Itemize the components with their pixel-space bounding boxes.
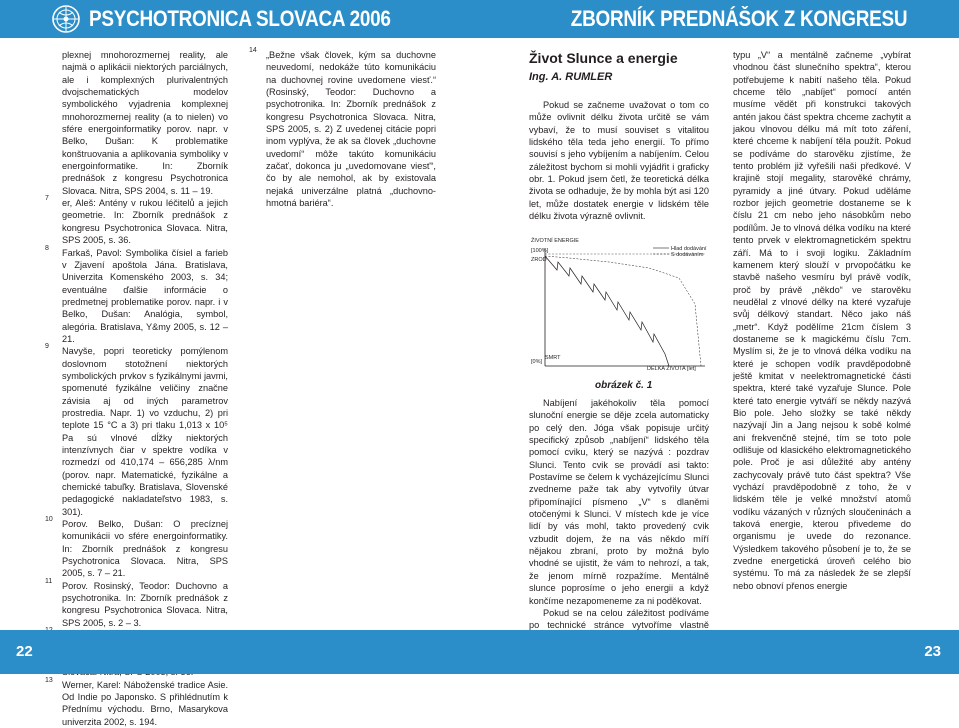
figure-y100: [100%] — [531, 248, 549, 254]
footnote-number: 13 — [45, 676, 53, 684]
footnote-number: 11 — [45, 577, 53, 585]
sustained-curve — [545, 256, 701, 366]
page-footer — [0, 630, 959, 674]
paragraph-sun-charging: Nabíjení jakéhokoliv těla pomocí slunoční energie se děje zcela automaticky po celý den. Jóga však popisuje určitý specifický způsob „nabíjení“ lidského těla pomocí cviku, který se nazývá : pozdrav Slunci. Tento cvik se provádí asi takto: Postavíme se čelem k vycházejícímu Slunci zvedneme paže tak aby vytvořily útvar připomínající písmeno „V“ s dlaněmi otočenými k Slunci. V místech kde je více lidí by vás mohl, takto provedený cvik vzbudit dojem, že na vás někdo míří nějakou zbraní, proto by možná bylo vhodné se ujistit, že vám to nehrozí, a tak, že jenom mírně rozpažíme. Mentálně slunce poprosíme o jeho energii a když končíme nezapomeneme za ni poděkovat. — [529, 398, 709, 606]
footnote-9 — [45, 343, 228, 518]
article-title: Život Slunce a energie — [529, 50, 678, 66]
footnote-text: er, Aleš: Antény v rukou léčitelů a jejich geometrie. In: Zborník prednášok z kongresu Psychotronica Slovaca. Nitra, SPS 2005, s. 36. — [62, 198, 228, 246]
figure-ylabel: ŽIVOTNÍ ENERGIE — [531, 238, 579, 244]
psychotronica-logo-icon — [51, 4, 81, 34]
paragraph-technical: Pokud se na celou záležitost podíváme po technické stránce vytvoříme vlastně — [529, 607, 709, 631]
footnote-number: 14 — [249, 47, 257, 54]
footnote-11 — [45, 577, 228, 629]
paragraph-antenna: typu „V“ a mentálně začneme „vybírat vhodnou část slunečního spektra“, kterou potřebujeme k nabití našeho těla. Pokud chceme tělo „nabíjet“ pomocí antén musíme vědět při konstrukci takových antén jakou část spektra chceme zachytit a jakou vlnovou délku má mít toto záření, které chceme k nabíjení těla použít. Pokud se podíváme do starověku zjistíme, že tento problém již vyřešili naši předkové. V krajině stojí megality, starověké chrámy, pyramidy a jiné útvary. Pokud uděláme rozbor jejich geometrie dostaneme se k číslu 21 cm nebo jeho násobkům nebo podílům. Je to vlnová délka vodíku na které tento prvek v elektromagnetickém spektru září. Má to i svoji logiku. Základním kamenem který slouží v prvopočátku ke stavbě našeho vesmíru byl právě vodík, proč by právě „někdo“ ve starověku neudělal z vlnové délky na které vyzařuje svůj délkový standart. Něco jako náš „metr“. Když podělíme 21cm číslem 3 dostaneme se k magickému číslu 7cm. Myslím si, že je to vlnová délka vodíku na které je schopen vodík pravděpodobně ještě kmitat v neelektromagnetické části spektra, které také vyzařuje Slunce. Pole které tato energie vytváří se někdy nazývá Bio pole. Jeho složky se také někdy nazývají Jin a Jang nejsou k sobě kolmé ani frekvenčně stejné, tím se toto pole odlišuje od klasického elektromagnetického pole. Proč je asi důležité aby antény zachycovaly právě tuto část spektra? Vše vychází pravděpodobně z toho, že v lidském těle je velké množství atomů vodíku vázaných v různých sloučeninách a taková energie, kterou přivedeme do organismu je uvede do rezonance. Výsledkem takového působení je to, že se zvedne energetická úroveň celého bio systému. To má za následek že se zlepší nebo obnoví přenos energie — [733, 50, 911, 591]
life-energy-figure — [529, 234, 709, 374]
left-column-1 — [45, 49, 228, 728]
footnote-continuation: plexnej mnohorozmernej reality, ale najmä o aplikácii niektorých parciálnych, ale i komplexných plurivalentných dvojschematických modelov symbolického vyjadrenia komplexnej mnohorozmernej reality (a to nielen) vo sfére energoinformatiky porov. napr. v Belko, Dušan: K problematike konštruovania a aplikovania symboliky v energoinformatike. In: Zborník prednášok z kongresu Psychotronica Slovaca. Nitra, SPS 2004, s. 11 – 19. — [62, 50, 228, 196]
footnote-number: 9 — [45, 343, 49, 351]
paragraph-intro: Pokud se začneme uvažovat o tom co může ovlivnit délku života určitě se vám vybaví, že to musí souviset s vitalitou lidského těla teda jeho energií. To přímo souvisí s jeho vybíjením a nabíjením. Celou záležitost bychom si mohli vyjádřit i graficky obr. 1. Pokud jsem četl, že teoretická délka života se odhaduje, že by mohla být asi 120 let, může dostatek energie v lidském těle délku života výrazně ovlivnit. — [529, 100, 709, 222]
page-header — [0, 0, 959, 38]
figure-zrod: ZROD — [531, 257, 547, 263]
figure-smrt: SMRT — [545, 355, 561, 361]
article-author: Ing. A. RUMLER — [529, 71, 613, 83]
footnote-14 — [249, 47, 436, 209]
footnote-number: 10 — [45, 516, 53, 524]
footnote-text: „Bežne však človek, kým sa duchovne neuvedomí, nedokáže túto komunikáciu na duchovnej rovine uvedomene viesť.“ (Rosinský, Teodor: Duchovno a psychotronika. In: Zborník prednášok z kongresu Psychotronica Slovaca. Nitra, SPS 2005, s. 2) Z uvedenej citácie popri inom vyplýva, že ak sa človek „duchovne uvedomí“ môže takúto komunikáciu začať, dokonca ju „uvedomovane viesť“, čo by ale nemohol, ak by existovala nejaká univerzálne platná „duchovno-hmotná bariéra“. — [266, 50, 436, 209]
left-column-2 — [249, 47, 436, 209]
figure-caption: obrázek č. 1 — [595, 380, 653, 391]
footnote-13 — [45, 676, 228, 728]
footnote-7 — [45, 195, 228, 246]
figure-legend-2: S dodáváním — [671, 252, 704, 258]
right-column-1 — [529, 49, 709, 222]
page-number-right: 23 — [924, 643, 941, 660]
decline-curve — [545, 256, 669, 366]
right-column-2 — [733, 49, 911, 592]
footnote-text: Werner, Karel: Náboženské tradice Asie. Od Indie po Japonsko. S přihlédnutím k Přednímu východu. Brno, Masarykova univerzita 2002, s. 194. — [62, 679, 228, 727]
page-number-left: 22 — [16, 643, 33, 660]
figure-legend-1: Hlad dodávání — [671, 246, 707, 252]
footnote-10 — [45, 516, 228, 580]
footnote-text: Porov. Rosinský, Teodor: Duchovno a psychotronika. In: Zborník prednášok z kongresu Psychotronica Slovaca. Nitra, SPS 2005, s. 2 – 3. — [62, 580, 228, 628]
footnote-text: Porov. Belko, Dušan: O precíznej komunikácii vo sfére energoinformatiky. In: Zborník prednášok z kongresu Psychotronica Slovaca. Nitra, SPS 2005, s. 7 – 21. — [62, 519, 228, 579]
figure-xlabel: DÉLKA ŽIVOTA [let] — [647, 366, 696, 372]
footnote-text: Farkaš, Pavol: Symbolika čísiel a farieb v Zjavení apoštola Jána. Bratislava, Univerzita Komenského 2003, s. 34; eventuálne ďalšie informácie o predmetnej problematike porov. napr. i v Belko, Dušan: Analógia, symbol, alegória. Bratislava, Y&my 2005, s. 12 – 21. — [62, 247, 228, 344]
footnote-8 — [45, 244, 228, 346]
footnote-number: 8 — [45, 244, 49, 252]
section-title: ZBORNÍK PREDNÁŠOK Z KONGRESU — [570, 6, 907, 31]
journal-title: PSYCHOTRONICA SLOVACA 2006 — [89, 6, 391, 31]
figure-zero: [0%] — [531, 359, 543, 365]
right-column-1-continued — [529, 397, 709, 644]
footnote-text: Navyše, popri teoreticky pomýlenom doslovnom stotožnení niektorých symbolických prvkov s fyzikálnymi javmi, spomenuté fyzikálne veličiny značne závisia aj od iných parametrov prostredia. Napr. 1) vo vzduchu, 2) pri teplote 15 °C a 3) pri tlaku 1,013 x 10⁵ Pa sú vlnové dĺžky niektorých intenzívnych čiar v spektre vodíka v rozmedzí od 410,174 – 656,285 λ/nm (porov. napr. Matematické, fyzikálne a chemické tabuľky. Bratislava, Slovenské pedagogické nakladateľstvo 1983, s. 301). — [62, 346, 228, 517]
footnote-number: 7 — [45, 195, 49, 203]
